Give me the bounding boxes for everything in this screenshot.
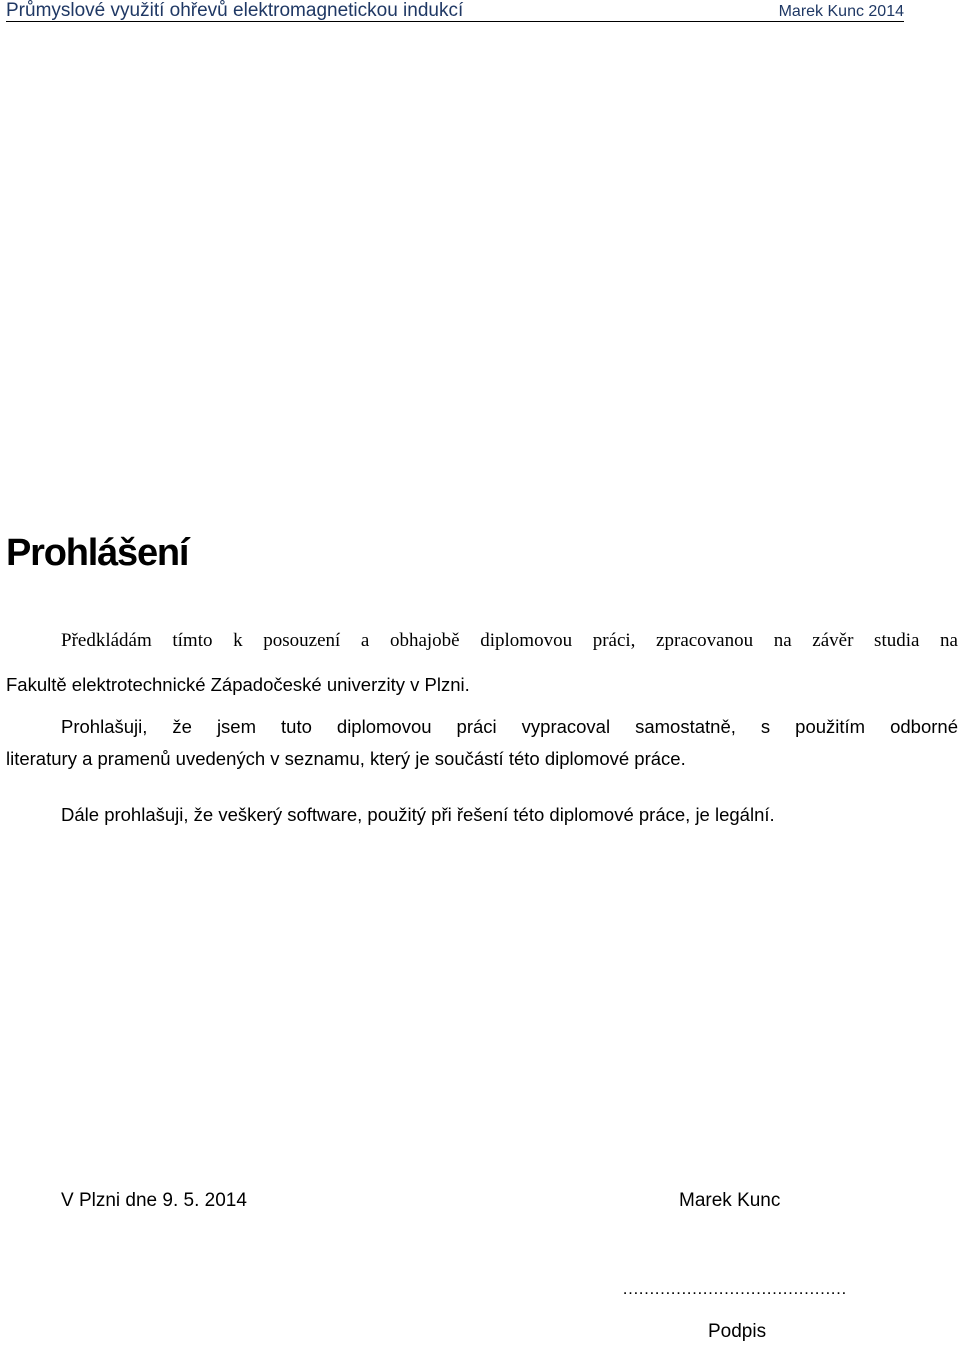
paragraph-line: Dále prohlašuji, že veškerý software, použitý při řešení této diplomové práce, je legální. bbox=[61, 804, 775, 825]
header-author: Marek Kunc 2014 bbox=[778, 3, 904, 20]
paragraph-line: literatury a pramenů uvedených v seznamu, který je součástí této diplomové práce. bbox=[6, 748, 686, 769]
signature-line: …………………………………… bbox=[622, 1279, 846, 1298]
paragraph-submission bbox=[6, 630, 958, 696]
paragraph-software bbox=[6, 804, 958, 826]
page-header bbox=[6, 0, 904, 22]
paragraph-line: Předkládám tímto k posouzení a obhajobě diplomovou práci, zpracovanou na závěr studia na bbox=[61, 630, 958, 651]
header-title: Průmyslové využití ohřevů elektromagnetickou indukcí bbox=[6, 0, 464, 21]
page-title: Prohlášení bbox=[6, 532, 189, 574]
paragraph-line: Fakultě elektrotechnické Západočeské univerzity v Plzni. bbox=[6, 674, 470, 695]
signature-label: Podpis bbox=[708, 1321, 767, 1342]
place-and-date: V Plzni dne 9. 5. 2014 bbox=[61, 1190, 247, 1211]
paragraph-line: Prohlašuji, že jsem tuto diplomovou práci vypracoval samostatně, s použitím odborné bbox=[61, 716, 958, 737]
paragraph-declaration bbox=[6, 716, 958, 770]
author-name: Marek Kunc bbox=[679, 1190, 781, 1211]
